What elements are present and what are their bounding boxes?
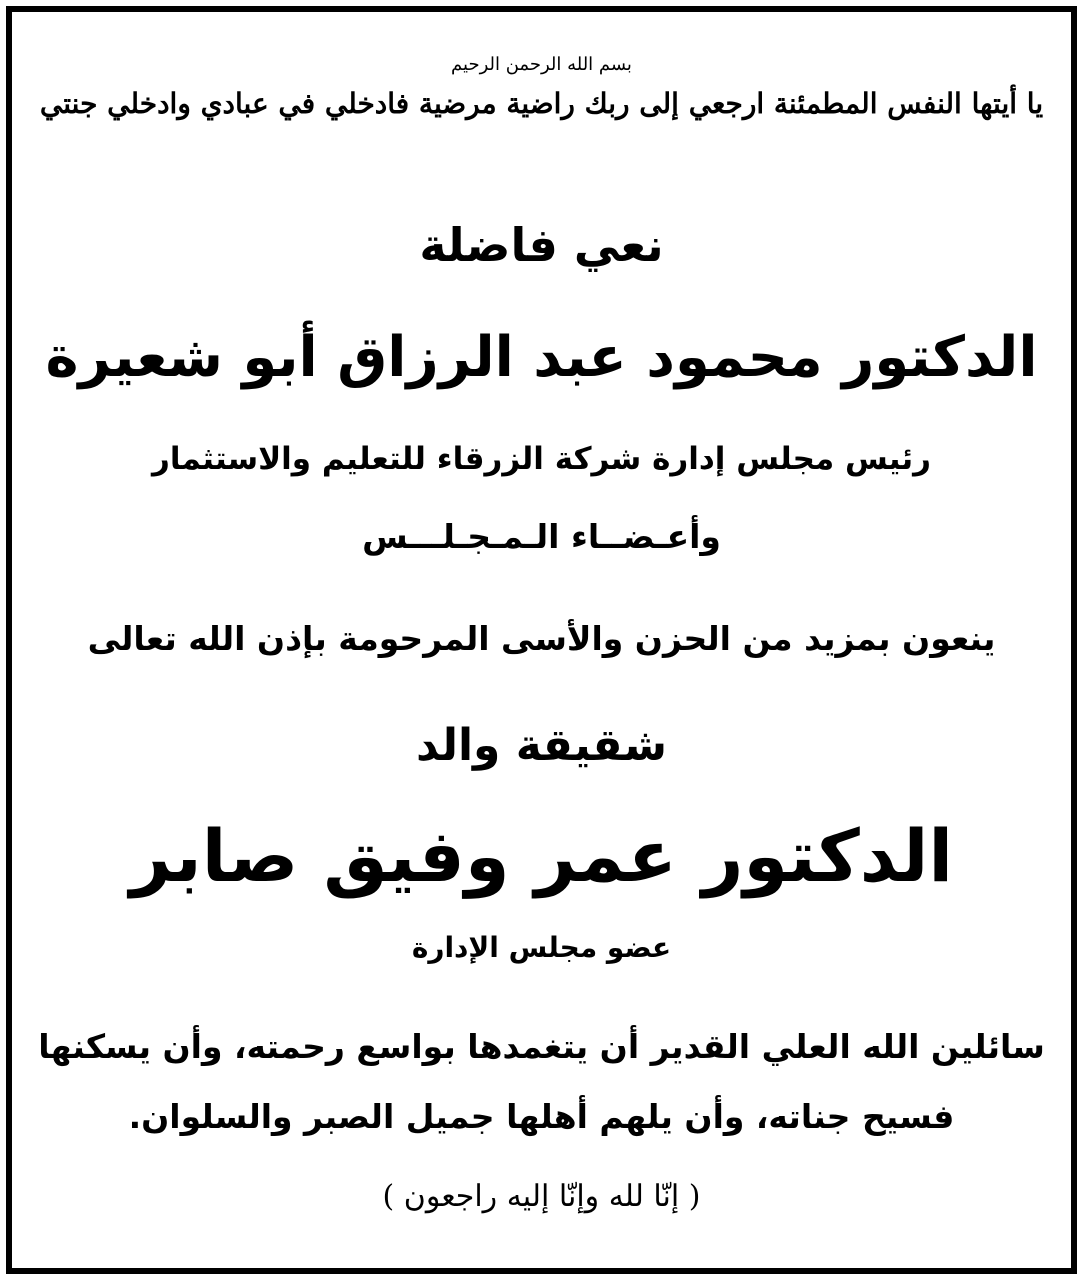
board-members: وأعـضــاء الـمـجـلـــس — [362, 517, 721, 556]
announcement-text: ينعون بمزيد من الحزن والأسى المرحومة بإذن الله تعالى — [87, 619, 996, 658]
mourner-name: الدكتور محمود عبد الرزاق أبو شعيرة — [45, 325, 1038, 390]
quran-verse: يا أيتها النفس المطمئنة ارجعي إلى ربك راضية مرضية فادخلي في عبادي وادخلي جنتي — [39, 87, 1044, 120]
prayer-line-1: سائلين الله العلي القدير أن يتغمدها بواسع رحمته، وأن يسكنها — [38, 1027, 1045, 1066]
mourner-title: رئيس مجلس إدارة شركة الزرقاء للتعليم والاستثمار — [152, 441, 931, 477]
basmala: بسم الله الرحمن الرحيم — [451, 54, 632, 75]
closing-phrase: ( إنّا لله وإنّا إليه راجعون ) — [382, 1179, 701, 1214]
relative-name: الدكتور عمر وفيق صابر — [129, 814, 954, 898]
prayer-line-2: فسيح جناته، وأن يلهم أهلها جميل الصبر والسلوان. — [128, 1097, 955, 1136]
notice-heading: نعي فاضلة — [419, 218, 664, 272]
relation-heading: شقيقة والد — [416, 720, 667, 771]
relative-title: عضو مجلس الإدارة — [411, 931, 672, 964]
